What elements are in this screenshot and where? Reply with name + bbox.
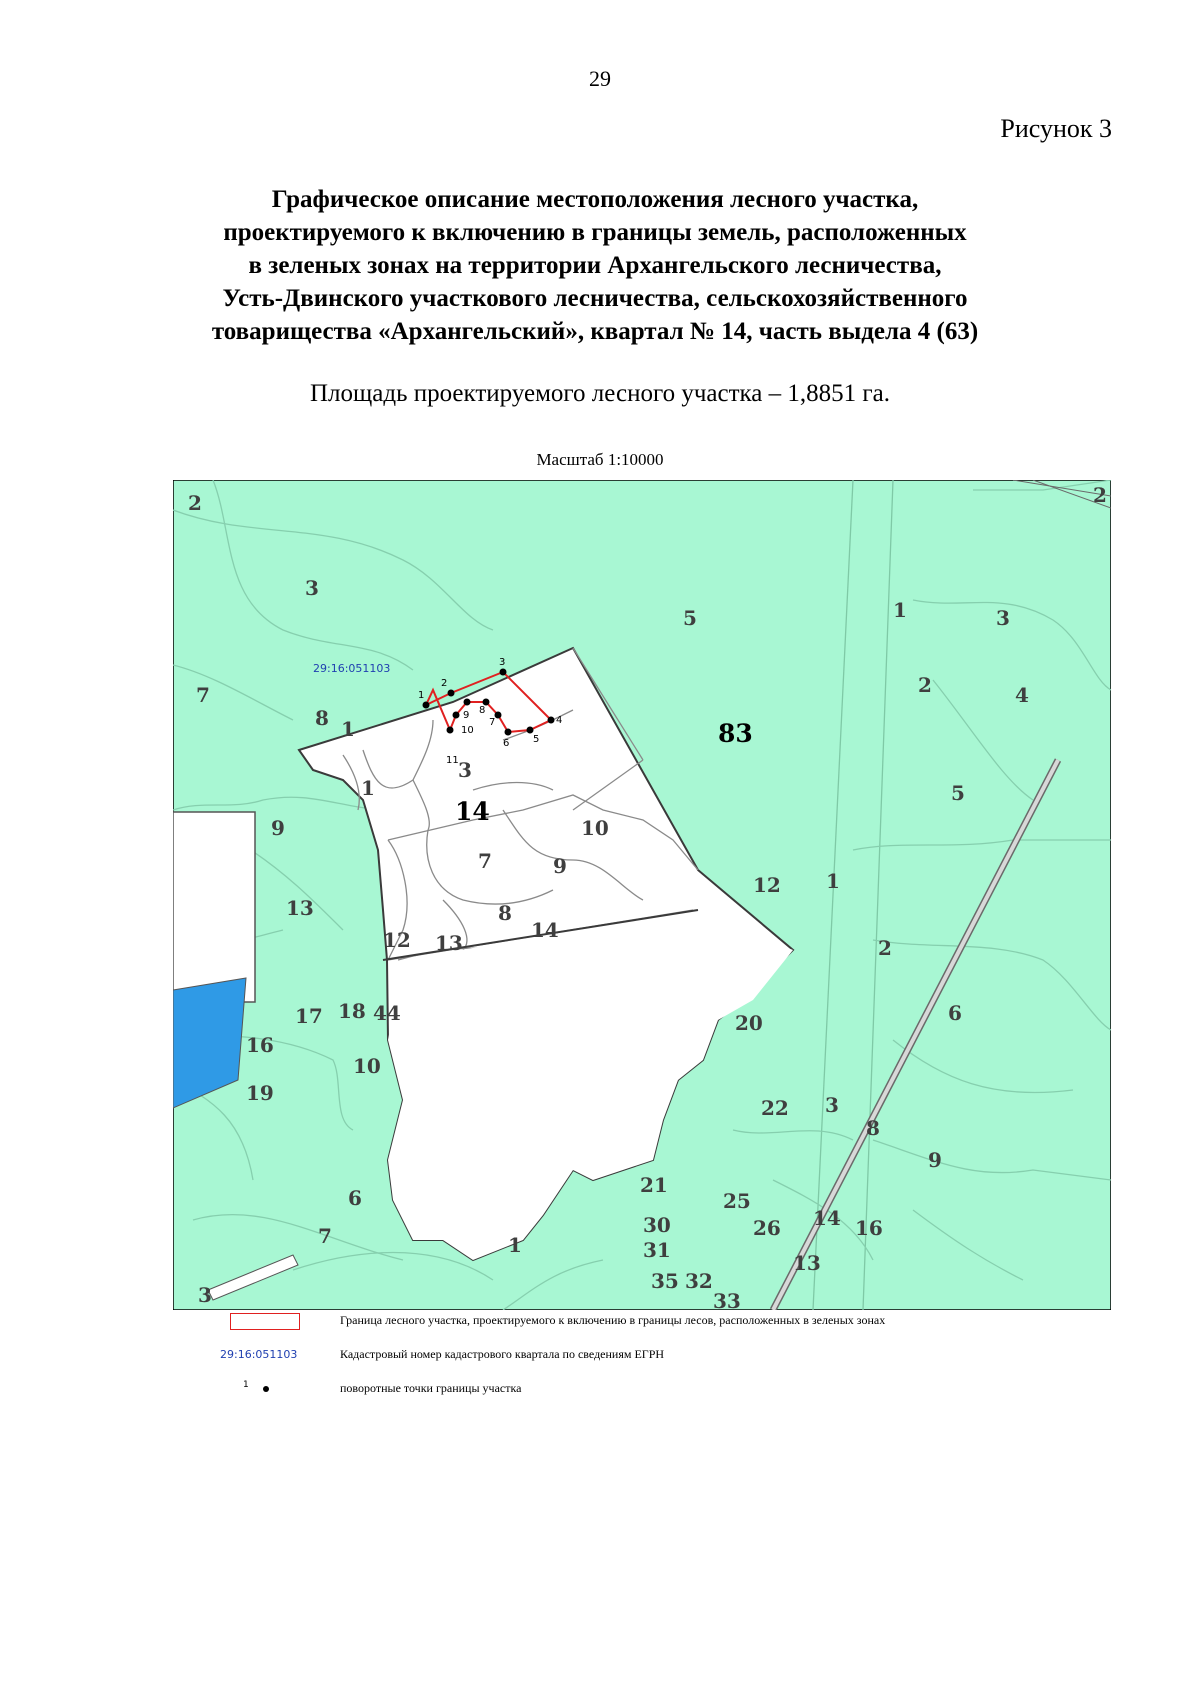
vertex-label: 8	[479, 705, 486, 716]
subdivision-label: 8	[866, 1116, 880, 1140]
subdivision-label: 1	[341, 717, 355, 741]
clearing-west	[173, 812, 255, 1002]
subdivision-label: 2	[918, 673, 932, 697]
forest-map	[173, 480, 1111, 1310]
area-text: Площадь проектируемого лесного участка – 1,8851 га.	[310, 380, 890, 407]
subdivision-label: 3	[458, 758, 472, 782]
subdivision-label: 2	[188, 491, 202, 515]
vertex-symbol-dot	[263, 1386, 269, 1392]
subdivision-label: 6	[948, 1001, 962, 1025]
subdivision-label: 31	[643, 1238, 671, 1262]
subdivision-label: 1	[826, 869, 840, 893]
title-line: проектируемого к включению в границы земель, расположенных	[223, 219, 967, 246]
subdivision-label: 7	[318, 1224, 332, 1248]
legend-symbol	[205, 1344, 345, 1366]
subdivision-label: 44	[373, 1001, 401, 1025]
subdivision-label: 14	[813, 1206, 841, 1230]
quarter-label: 83	[718, 719, 753, 748]
vertex-point	[495, 712, 502, 719]
vertex-label: 7	[489, 717, 496, 728]
vertex-label: 9	[463, 710, 470, 721]
legend-symbol	[205, 1310, 345, 1332]
vertex-point	[447, 727, 454, 734]
subdivision-label: 3	[198, 1283, 212, 1307]
subdivision-label: 8	[498, 901, 512, 925]
legend-row	[205, 1310, 1105, 1332]
subdivision-label: 14	[531, 918, 559, 942]
subdivision-label: 35	[651, 1269, 679, 1293]
subdivision-label: 2	[878, 936, 892, 960]
vertex-point	[423, 702, 430, 709]
subdivision-label: 25	[723, 1189, 751, 1213]
vertex-label: 6	[503, 738, 510, 749]
legend-text: поворотные точки границы участка	[340, 1381, 522, 1395]
title-line: товарищества «Архангельский», квартал № 14, часть выдела 4 (63)	[211, 318, 979, 345]
page-number: 29	[589, 66, 611, 91]
vertex-point	[453, 712, 460, 719]
legend-symbol	[205, 1378, 345, 1400]
subdivision-label: 17	[295, 1004, 323, 1028]
scale-label: Масштаб 1:10000	[536, 450, 664, 469]
subdivision-label: 20	[735, 1011, 763, 1035]
title-line: в зеленых зонах на территории Архангельского лесничества,	[248, 252, 942, 279]
vertex-point	[500, 669, 507, 676]
subdivision-label: 16	[855, 1216, 883, 1240]
subdivision-label: 1	[508, 1233, 522, 1257]
cadastral-symbol: 29:16:051103	[220, 1348, 298, 1361]
vertex-point	[505, 729, 512, 736]
subdivision-label: 9	[553, 854, 567, 878]
subdivision-label: 21	[640, 1173, 668, 1197]
subdivision-label: 3	[825, 1093, 839, 1117]
subdivision-label: 16	[246, 1033, 274, 1057]
legend-text: Граница лесного участка, проектируемого к включению в границы лесов, расположенных в зеленых зонах	[340, 1313, 886, 1327]
subdivision-label: 22	[761, 1096, 789, 1120]
subdivision-label: 33	[713, 1289, 741, 1310]
subdivision-label: 26	[753, 1216, 781, 1240]
subdivision-label: 10	[581, 816, 609, 840]
document-title	[130, 183, 1060, 348]
subdivision-label: 10	[353, 1054, 381, 1078]
vertex-label: 11	[446, 755, 459, 766]
legend-row	[205, 1378, 1105, 1400]
subdivision-label: 12	[383, 928, 411, 952]
vertex-label: 10	[461, 725, 474, 736]
legend-row	[205, 1344, 1105, 1366]
subdivision-label: 1	[361, 776, 375, 800]
subdivision-label: 5	[683, 606, 697, 630]
subdivision-label: 2	[1093, 483, 1107, 507]
subdivision-label: 13	[793, 1251, 821, 1275]
figure-label: Рисунок 3	[1000, 114, 1112, 143]
vertex-point	[464, 699, 471, 706]
subdivision-label: 13	[286, 896, 314, 920]
vertex-point	[527, 727, 534, 734]
title-line: Усть-Двинского участкового лесничества, сельскохозяйственного	[222, 285, 968, 312]
subdivision-label: 9	[271, 816, 285, 840]
vertex-point	[548, 717, 555, 724]
cadastral-number-label: 29:16:051103	[313, 662, 391, 675]
subdivision-label: 12	[753, 873, 781, 897]
vertex-point	[448, 690, 455, 697]
subdivision-label: 1	[893, 598, 907, 622]
subdivision-label: 3	[305, 576, 319, 600]
quarter-label: 14	[455, 797, 490, 826]
vertex-label: 3	[499, 657, 506, 668]
vertex-symbol-number: 1	[243, 1380, 249, 1390]
subdivision-label: 30	[643, 1213, 671, 1237]
legend-text: Кадастровый номер кадастрового квартала по сведениям ЕГРН	[340, 1347, 665, 1361]
subdivision-label: 8	[315, 706, 329, 730]
subdivision-label: 13	[435, 931, 463, 955]
subdivision-label: 18	[338, 999, 366, 1023]
subdivision-label: 19	[246, 1081, 274, 1105]
vertex-label: 2	[441, 678, 448, 689]
subdivision-label: 4	[1015, 683, 1029, 707]
subdivision-label: 3	[996, 606, 1010, 630]
subdivision-label: 6	[348, 1186, 362, 1210]
title-line: Графическое описание местоположения лесного участка,	[271, 186, 919, 213]
subdivision-label: 7	[478, 849, 492, 873]
plot-boundary-symbol	[230, 1313, 300, 1330]
subdivision-label: 9	[928, 1148, 942, 1172]
vertex-label: 1	[418, 690, 425, 701]
vertex-label: 5	[533, 734, 540, 745]
subdivision-label: 5	[951, 781, 965, 805]
subdivision-label: 7	[196, 683, 210, 707]
subdivision-label: 32	[685, 1269, 713, 1293]
vertex-label: 4	[556, 715, 563, 726]
